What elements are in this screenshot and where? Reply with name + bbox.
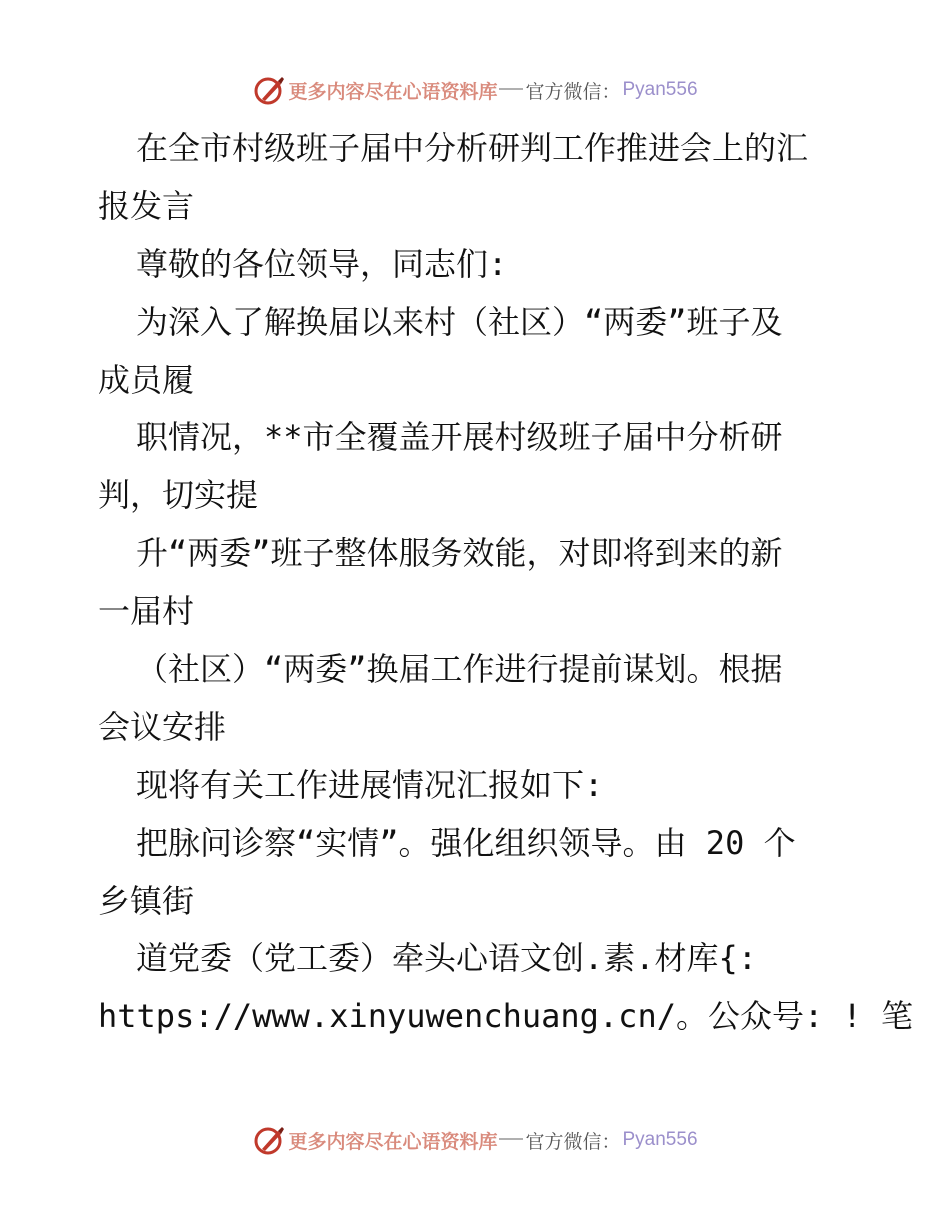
document-body	[98, 120, 914, 1046]
pen-logo-icon	[252, 1123, 286, 1157]
paragraph-line: https://www.xinyuwenchuang.cn/。公众号: ! 笔	[98, 997, 914, 1036]
header-banner	[0, 70, 950, 110]
paragraph-line: 成员履	[98, 360, 195, 399]
paragraph-line: 尊敬的各位领导，同志们:	[136, 244, 508, 283]
header-contact-id: Pyan556	[622, 79, 698, 100]
paragraph-line: 在全市村级班子届中分析研判工作推进会上的汇	[136, 129, 809, 167]
paragraph-line: （社区）“两委”换届工作进行提前谋划。根据	[136, 650, 783, 689]
footer-dash	[499, 1138, 523, 1140]
paragraph-line: 升“两委”班子整体服务效能，对即将到来的新	[136, 534, 783, 573]
paragraph-line: 把脉问诊察“实情”。强化组织领导。由 20 个	[136, 823, 796, 862]
paragraph-line: 职情况，**市全覆盖开展村级班子届中分析研	[136, 418, 783, 457]
paragraph-line: 乡镇街	[98, 881, 195, 920]
paragraph-line: 现将有关工作进展情况汇报如下:	[136, 765, 604, 804]
header-dash	[499, 88, 523, 90]
footer-banner	[0, 1120, 950, 1160]
paragraph-line: 为深入了解换届以来村（社区）“两委”班子及	[136, 302, 783, 341]
paragraph-line: 报发言	[98, 186, 195, 225]
footer-brand: 更多内容尽在心语资料库	[288, 1130, 498, 1153]
header-brand: 更多内容尽在心语资料库	[288, 80, 498, 103]
footer-contact-id: Pyan556	[622, 1129, 698, 1150]
paragraph-line: 会议安排	[98, 707, 227, 746]
footer-contact-label: 官方微信：	[525, 1130, 621, 1153]
header-contact-label: 官方微信：	[525, 80, 621, 103]
paragraph-line: 道党委（党工委）牵头心语文创.素.材库{:	[136, 939, 758, 978]
paragraph-line: 判，切实提	[98, 476, 259, 515]
pen-logo-icon	[252, 73, 286, 107]
paragraph-line: 一届村	[98, 592, 195, 631]
